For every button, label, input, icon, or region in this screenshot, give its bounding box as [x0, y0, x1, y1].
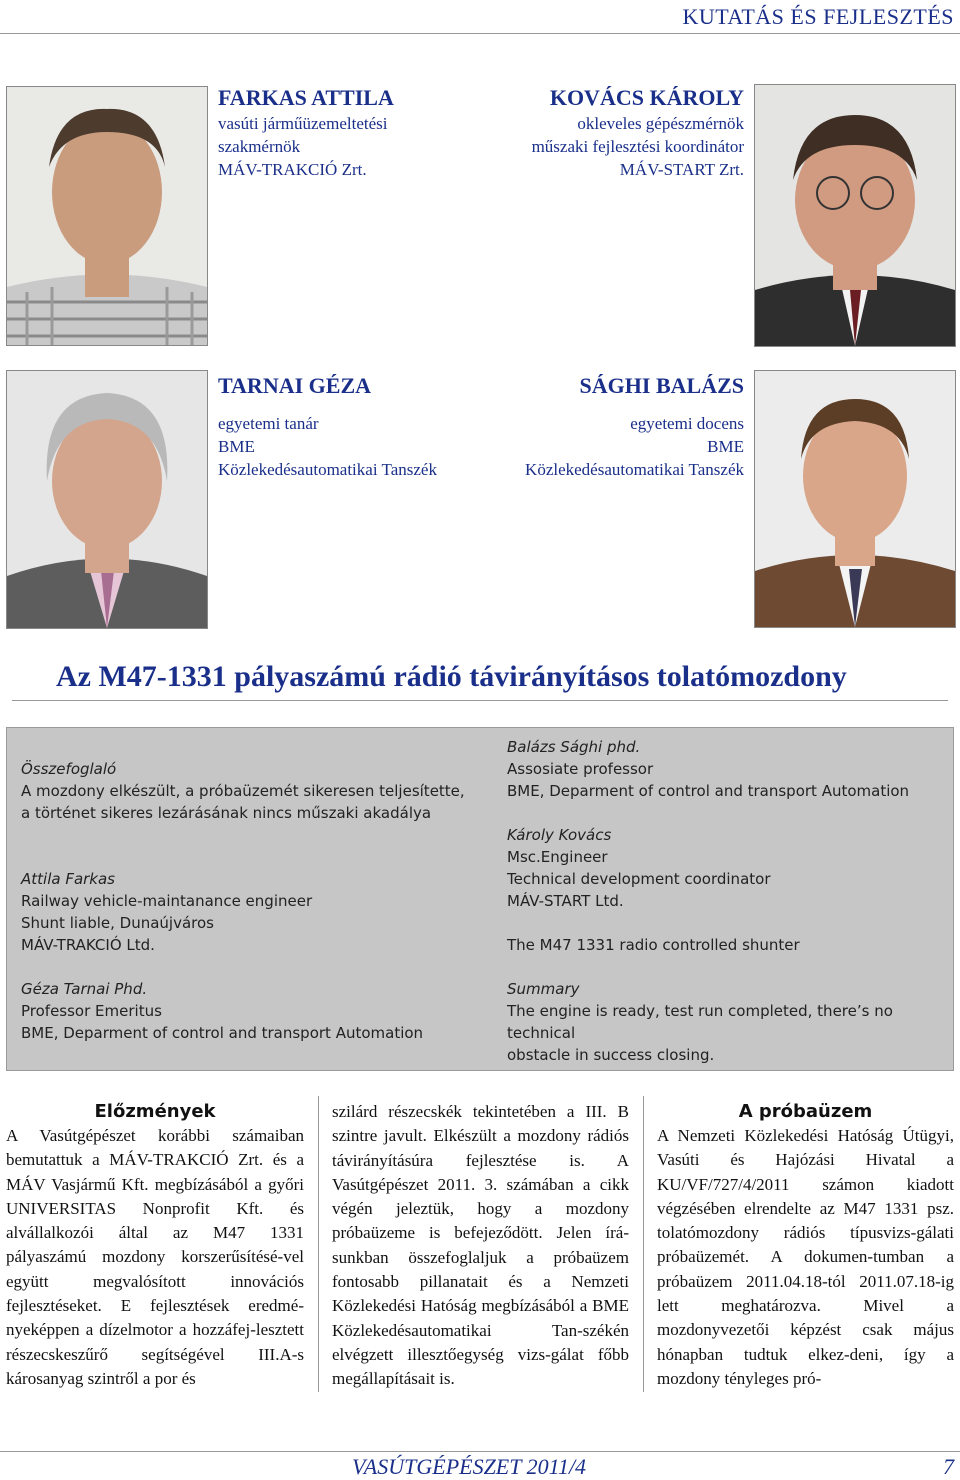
- author-info-line: MÁV-TRAKCIÓ Zrt.: [218, 160, 367, 179]
- page-number: 7: [943, 1454, 954, 1479]
- summary-line: obstacle in success closing.: [507, 1046, 715, 1064]
- author-name-farkas: FARKAS ATTILA: [218, 85, 394, 110]
- body-column-3: [657, 1100, 954, 1391]
- section-heading-probauzem: A próbaüzem: [738, 1101, 873, 1122]
- author-photo-kovacs: [754, 84, 956, 347]
- body-paragraph: szilárd részecskék tekintetében a III. B szintre javult. Elkészült a mozdony rádiós távirányításúra fejlesztése is. A Vasútgépészet 2011. 3. számában a cikk végén jeleztük, hogy a mozdony próbaüzeme is befejeződött. Jelen írá-sunkban összefoglaljuk a próbaüzem fontosabb pillanatait és a Nemzeti Közlekedési Hatóság megbízásából a BME Közlekedésautomatikai Tan-székén elvégzett illesztőegység vizs-gálat főbb megállapításait is.: [332, 1102, 629, 1389]
- column-divider: [643, 1096, 644, 1392]
- english-title: The M47 1331 radio controlled shunter: [507, 936, 800, 954]
- author-info-tarnai: [218, 412, 437, 481]
- author-name-en-farkas: Attila Farkas: [21, 870, 115, 888]
- author-info-line: műszaki fejlesztési koordinátor: [531, 137, 744, 156]
- author-line-en: BME, Deparment of control and transport Automation: [21, 1024, 424, 1042]
- summary-heading-en: Summary: [507, 980, 580, 998]
- summary-heading-hu: Összefoglaló: [21, 760, 117, 778]
- footer-divider: [0, 1451, 960, 1452]
- author-name-en-saghi: Balázs Sághi phd.: [507, 738, 641, 756]
- author-line-en: Technical development coordinator: [507, 870, 771, 888]
- author-info-kovacs: [532, 112, 744, 181]
- author-info-line: vasúti járműüzemeltetési: [218, 114, 388, 133]
- summary-line: A mozdony elkészült, a próbaüzemét sikeresen teljesítette,: [21, 782, 465, 800]
- article-title: Az M47-1331 pályaszámú rádió távirányításos tolatómozdony: [56, 660, 847, 693]
- body-paragraph: A Vasútgépészet korábbi számaiban bemutattuk a MÁV-TRAKCIÓ Zrt. és a MÁV Vasjármű Kft. megbízásából a győri UNIVERSITAS Nonprofit Kft. és alvállalkozói által az M47 1331 pályaszámú mozdony korszerűsítésé-vel együtt megvalósított innovációs fejlesztéseket. E fejlesztések eredmé-nyeképpen a dízelmotor a hozzáfej-lesztett részecskeszűrő segítségével III.A-s károsanyag szintről a por és: [6, 1126, 304, 1388]
- author-name-tarnai: TARNAI GÉZA: [218, 373, 372, 398]
- title-divider: [12, 700, 948, 701]
- abstract-right-column: [507, 736, 953, 1066]
- section-heading-elozmenyek: Előzmények: [94, 1101, 216, 1122]
- author-info-line: egyetemi docens: [630, 414, 744, 433]
- abstract-box: [6, 727, 954, 1071]
- author-info-line: BME: [707, 437, 744, 456]
- author-line-en: BME, Deparment of control and transport Automation: [507, 782, 910, 800]
- author-name-en-kovacs: Károly Kovács: [507, 826, 612, 844]
- author-info-line: szakmérnök: [218, 137, 301, 156]
- header-divider: [0, 33, 960, 34]
- author-info-line: BME: [218, 437, 255, 456]
- author-name-saghi: SÁGHI BALÁZS: [579, 373, 744, 398]
- author-photo-farkas: [6, 86, 208, 346]
- author-line-en: Professor Emeritus: [21, 1002, 162, 1020]
- author-name-kovacs: KOVÁCS KÁROLY: [549, 85, 744, 110]
- body-column-1: [6, 1100, 304, 1391]
- author-info-farkas: [218, 112, 387, 181]
- author-info-line: MÁV-START Zrt.: [619, 160, 744, 179]
- author-name-en-tarnai: Géza Tarnai Phd.: [21, 980, 148, 998]
- body-column-2: [332, 1100, 629, 1392]
- author-line-en: MÁV-TRAKCIÓ Ltd.: [21, 936, 155, 954]
- body-paragraph: A Nemzeti Közlekedési Hatóság Útügyi, Vasúti és Hajózási Hivatal a KU/VF/727/4/2011 számon kiadott végzésében elrendelte az M47 1331 psz. tolatómozdony rádiós típusvizs-gálati próbaüzemét. A dokumen-tumban a próbaüzem 2011.04.18-tól 2011.07.18-ig lett meghatározva. Mivel a mozdonyvezetői képzést csak május hónapban tudtuk elkez-deni, így a mozdony tényleges pró-: [657, 1126, 954, 1388]
- author-photo-saghi: [754, 370, 956, 628]
- author-info-line: Közlekedésautomatikai Tanszék: [218, 460, 437, 479]
- summary-line: The engine is ready, test run completed, there’s no technical: [507, 1002, 893, 1042]
- author-info-line: egyetemi tanár: [218, 414, 319, 433]
- section-heading: KUTATÁS ÉS FEJLESZTÉS: [682, 4, 954, 29]
- author-line-en: MÁV-START Ltd.: [507, 892, 624, 910]
- author-line-en: Shunt liable, Dunaújváros: [21, 914, 215, 932]
- author-info-line: okleveles gépészmérnök: [577, 114, 744, 133]
- column-divider: [318, 1096, 319, 1392]
- author-line-en: Assosiate professor: [507, 760, 654, 778]
- abstract-left-column: [21, 758, 465, 1044]
- author-line-en: Msc.Engineer: [507, 848, 608, 866]
- author-info-saghi: [525, 412, 744, 481]
- summary-line: a történet sikeres lezárásának nincs műszaki akadálya: [21, 804, 432, 822]
- journal-name: VASÚTGÉPÉSZET 2011/4: [352, 1454, 587, 1479]
- author-info-line: Közlekedésautomatikai Tanszék: [525, 460, 744, 479]
- author-photo-tarnai: [6, 370, 208, 629]
- author-line-en: Railway vehicle-maintanance engineer: [21, 892, 313, 910]
